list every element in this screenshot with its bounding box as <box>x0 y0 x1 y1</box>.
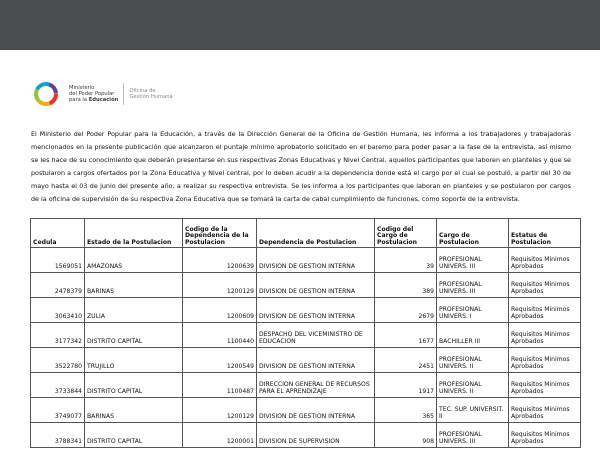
cell-cedula: 3788341 <box>31 423 85 448</box>
cell-cargo: PROFESIONAL UNIVERS. II <box>437 348 509 373</box>
cell-cedula: 3733844 <box>31 373 85 398</box>
cell-dependencia: DIVISION DE GESTION INTERNA <box>257 298 375 323</box>
cell-dependencia: DIVISION DE GESTION INTERNA <box>257 348 375 373</box>
cell-estado: DISTRITO CAPITAL <box>85 323 183 348</box>
cell-estado: DISTRITO CAPITAL <box>85 423 183 448</box>
header-codigo-cargo: Codigo del Cargo de Postulacion <box>375 219 437 248</box>
cell-dependencia: DIVISION DE GESTION INTERNA <box>257 398 375 423</box>
ministry-logo-icon <box>30 80 66 108</box>
header-estatus: Estatus de Postulacion <box>509 219 581 248</box>
table-row <box>31 298 581 323</box>
cell-cargo: TEC. SUP. UNIVERSIT. II <box>437 398 509 423</box>
cell-estatus: Requisitos Minimos Aprobados <box>509 423 581 448</box>
cell-codigo-dependencia: 1200639 <box>183 248 257 273</box>
cell-cedula: 1569051 <box>31 248 85 273</box>
cell-cedula: 3522780 <box>31 348 85 373</box>
cell-estatus: Requisitos Minimos Aprobados <box>509 373 581 398</box>
cell-estatus: Requisitos Minimos Aprobados <box>509 248 581 273</box>
cell-cedula: 3063410 <box>31 298 85 323</box>
logo-line-3 <box>69 97 118 103</box>
cell-dependencia: DIRECCION GENERAL DE RECURSOS PARA EL APRENDIZAJE <box>257 373 375 398</box>
cell-estado: AMAZONAS <box>85 248 183 273</box>
table-row <box>31 423 581 448</box>
cell-dependencia: DIVISION DE GESTION INTERNA <box>257 248 375 273</box>
intro-paragraph: El Ministerio del Poder Popular para la Educación, a través de la Dirección General de la Oficina de Gestión Humana, les informa a los trabajadores y trabajadoras mencionados en la presente publicación que alcanzaron el puntaje mínimo aprobatorio solicitado en el baremo para poder pasar a la fase de la entrevista, así mismo se les hace de su conocimiento que deberán presentarse en sus respectivas Zonas Educativas y Nivel Central, aquellos participantes que laboren en planteles y que se postularon a cargos ofertados por la Zona Educativa y Nivel central, por lo deben acudir a la dependencia donde está el cargo por el cual se postuló, a partir del 30 de mayo hasta el 03 de junio del presente año, a realizar su respectiva entrevista. Se les informa a los participantes que laboran en planteles y se postularon por cargos de la oficina de supervisión de su respectiva Zona Educativa que se tomará la carta de cabal cumplimiento de funciones, como soporte de la entrevista. <box>31 130 571 203</box>
table-header-row <box>31 219 581 248</box>
table-row <box>31 273 581 298</box>
ministry-logo <box>30 80 173 108</box>
cell-cargo: BACHILLER III <box>437 323 509 348</box>
cell-codigo-cargo: 1917 <box>375 373 437 398</box>
cell-estado: TRUJILLO <box>85 348 183 373</box>
table-body <box>31 248 581 448</box>
cell-codigo-cargo: 389 <box>375 273 437 298</box>
table-row <box>31 323 581 348</box>
cell-cargo: PROFESIONAL UNIVERS. I <box>437 298 509 323</box>
cell-cargo: PROFESIONAL UNIVERS. III <box>437 423 509 448</box>
cell-cargo: PROFESIONAL UNIVERS. III <box>437 273 509 298</box>
cell-cedula: 3749077 <box>31 398 85 423</box>
cell-codigo-dependencia: 1200129 <box>183 273 257 298</box>
cell-estatus: Requisitos Minimos Aprobados <box>509 298 581 323</box>
header-cargo: Cargo de Postulacion <box>437 219 509 248</box>
cell-cargo: PROFESIONAL UNIVERS. II <box>437 373 509 398</box>
header-cedula: Cedula <box>31 219 85 248</box>
cell-dependencia: DESPACHO DEL VICEMINISTRO DE EDUCACION <box>257 323 375 348</box>
cell-estado: ZULIA <box>85 298 183 323</box>
cell-dependencia: DIVISION DE SUPERVISION <box>257 423 375 448</box>
cell-codigo-dependencia: 1200549 <box>183 348 257 373</box>
logo-line-3-prefix: para la <box>69 97 89 103</box>
table-row <box>31 373 581 398</box>
cell-codigo-cargo: 1677 <box>375 323 437 348</box>
cell-estado: DISTRITO CAPITAL <box>85 373 183 398</box>
cell-cedula: 2478379 <box>31 273 85 298</box>
cell-codigo-dependencia: 1200609 <box>183 298 257 323</box>
logo-line-3-strong: Educación <box>88 97 119 103</box>
table-row <box>31 248 581 273</box>
cell-codigo-cargo: 39 <box>375 248 437 273</box>
cell-codigo-dependencia: 1200129 <box>183 398 257 423</box>
header-dependencia: Dependencia de Postulacion <box>257 219 375 248</box>
cell-estatus: Requisitos Minimos Aprobados <box>509 348 581 373</box>
header-estado: Estado de la Postulacion <box>85 219 183 248</box>
window-top-bar <box>0 0 600 50</box>
logo-line-1: Ministerio <box>69 85 95 91</box>
cell-codigo-dependencia: 1100487 <box>183 373 257 398</box>
cell-codigo-cargo: 365 <box>375 398 437 423</box>
cell-estatus: Requisitos Minimos Aprobados <box>509 273 581 298</box>
cell-codigo-cargo: 908 <box>375 423 437 448</box>
cell-codigo-cargo: 2451 <box>375 348 437 373</box>
cell-cargo: PROFESIONAL UNIVERS. III <box>437 248 509 273</box>
cell-dependencia: DIVISION DE GESTION INTERNA <box>257 273 375 298</box>
cell-cedula: 3177342 <box>31 323 85 348</box>
logo-divider <box>123 83 124 105</box>
cell-estatus: Requisitos Minimos Aprobados <box>509 398 581 423</box>
table-row <box>31 398 581 423</box>
logo-office-text <box>129 88 172 100</box>
cell-estado: BARINAS <box>85 273 183 298</box>
logo-office-line-2: Gestión Humana <box>129 94 173 100</box>
logo-office-line-1: Oficina de <box>129 88 156 94</box>
cell-codigo-cargo: 2679 <box>375 298 437 323</box>
logo-ministry-text <box>69 85 118 103</box>
cell-codigo-dependencia: 1100440 <box>183 323 257 348</box>
cell-codigo-dependencia: 1200001 <box>183 423 257 448</box>
cell-estado: BARINAS <box>85 398 183 423</box>
results-table <box>30 218 581 448</box>
table-row <box>31 348 581 373</box>
header-codigo-dependencia: Codigo de la Dependencia de la Postulacion <box>183 219 257 248</box>
cell-estatus: Requisitos Minimos Aprobados <box>509 323 581 348</box>
logo-line-2: del Poder Popular <box>69 91 115 97</box>
